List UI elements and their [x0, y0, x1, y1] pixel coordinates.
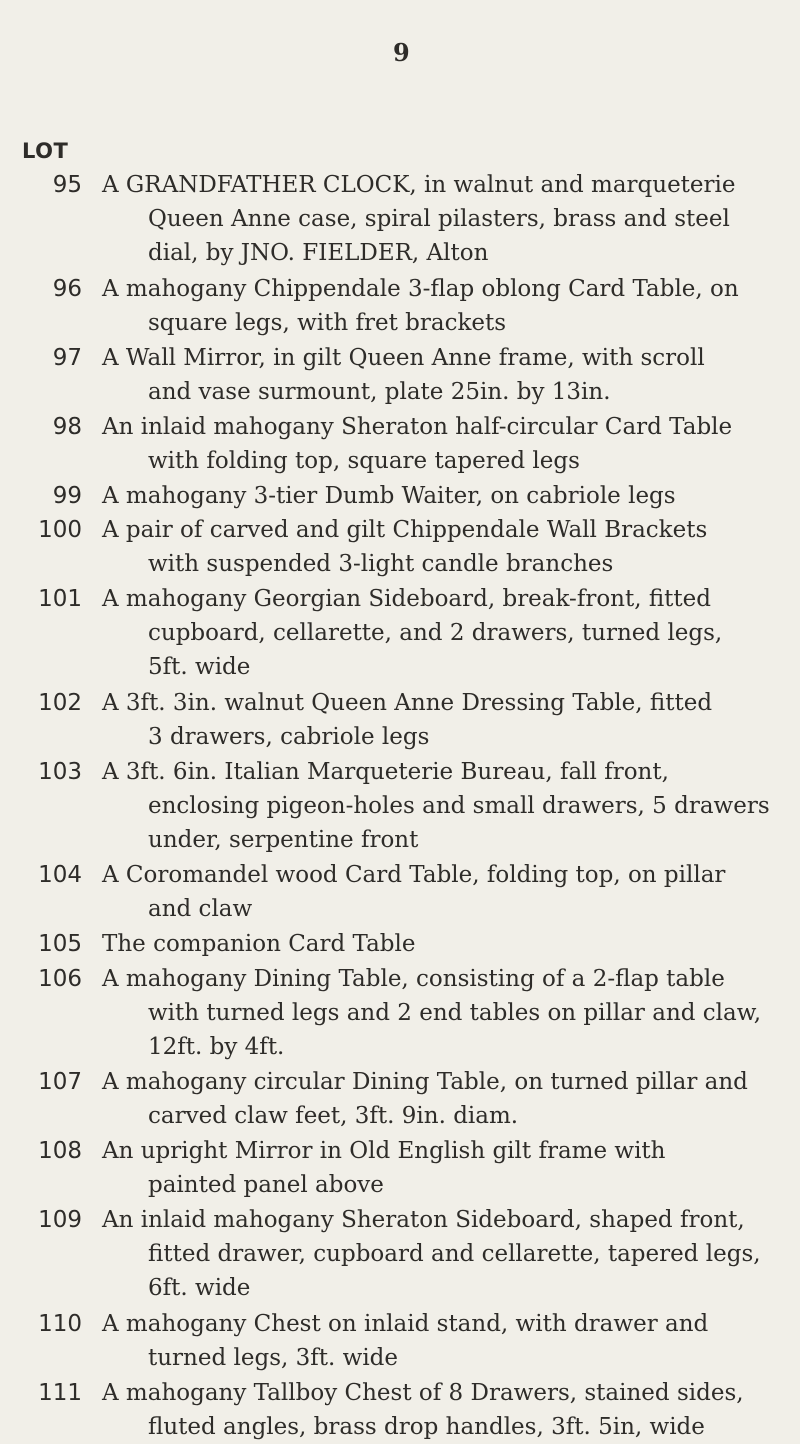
description-line: A mahogany 3-tier Dumb Waiter, on cabriole legs: [102, 482, 676, 509]
description-line: turned legs, 3ft. wide: [148, 1344, 399, 1371]
lot-description: [102, 1307, 768, 1375]
description-line: A mahogany Dining Table, consisting of a 2-flap table: [102, 965, 725, 992]
lot-number: 100: [38, 517, 82, 543]
lot-description: [102, 927, 768, 961]
lot-number: 104: [38, 862, 82, 888]
lot-description: [102, 858, 768, 926]
description-line: fitted drawer, cupboard and cellarette, tapered legs,: [148, 1241, 761, 1267]
description-line: with turned legs and 2 end tables on pillar and claw,: [148, 999, 762, 1026]
description-line: and vase surmount, plate 25in. by 13in.: [148, 378, 611, 405]
lot-description: [102, 755, 768, 857]
description-line: A GRANDFATHER CLOCK, in walnut and marqueterie: [102, 172, 736, 198]
lot-number: 95: [52, 172, 82, 198]
description-line: cupboard, cellarette, and 2 drawers, turned legs,: [148, 620, 723, 646]
description-line: with suspended 3-light candle branches: [148, 551, 614, 577]
lot-description: [102, 1065, 768, 1133]
description-line: A 3ft. 6in. Italian Marqueterie Bureau, fall front,: [102, 758, 669, 785]
lot-description: [102, 1203, 768, 1305]
lot-number: 105: [38, 931, 82, 957]
description-line: dial, by JNO. FIELDER, Alton: [148, 240, 489, 266]
lot-number: 96: [52, 275, 82, 302]
description-line: An inlaid mahogany Sheraton Sideboard, shaped front,: [102, 1207, 745, 1233]
lot-number: 106: [38, 965, 82, 992]
lot-number: 103: [38, 758, 82, 785]
description-line: 3 drawers, cabriole legs: [148, 723, 430, 750]
description-line: A mahogany Chippendale 3-flap oblong Card Table, on: [102, 275, 739, 302]
lot-description: [102, 1134, 768, 1202]
lot-number: 102: [38, 689, 82, 716]
description-line: with folding top, square tapered legs: [148, 447, 580, 474]
lot-description: [102, 582, 768, 684]
description-line: and claw: [148, 896, 253, 922]
description-line: A pair of carved and gilt Chippendale Wall Brackets: [102, 517, 708, 543]
lot-description: [102, 168, 768, 270]
lot-number: 109: [38, 1207, 82, 1233]
lot-number: 107: [38, 1069, 82, 1095]
lot-column-heading: LOT: [22, 139, 69, 163]
description-line: A mahogany circular Dining Table, on turned pillar and: [102, 1069, 748, 1095]
lot-description: [102, 1376, 768, 1444]
description-line: 5ft. wide: [148, 654, 251, 680]
lot-number: 99: [52, 482, 82, 509]
description-line: An inlaid mahogany Sheraton half-circular Card Table: [102, 413, 733, 440]
description-line: An upright Mirror in Old English gilt frame with: [102, 1138, 666, 1164]
page-number: 9: [393, 38, 410, 67]
lot-number: 110: [38, 1310, 82, 1337]
description-line: square legs, with fret brackets: [148, 309, 507, 336]
description-line: A Coromandel wood Card Table, folding top, on pillar: [102, 862, 726, 888]
lot-number: 108: [38, 1138, 82, 1164]
lot-number: 111: [38, 1379, 82, 1406]
description-line: fluted angles, brass drop handles, 3ft. 5in, wide: [148, 1413, 705, 1440]
lot-number: 101: [38, 586, 82, 612]
description-line: carved claw feet, 3ft. 9in. diam.: [148, 1103, 519, 1129]
lot-number: 98: [52, 413, 82, 440]
description-line: 12ft. by 4ft.: [148, 1033, 285, 1060]
description-line: 6ft. wide: [148, 1275, 251, 1301]
description-line: The companion Card Table: [102, 931, 416, 957]
description-line: A mahogany Tallboy Chest of 8 Drawers, stained sides,: [102, 1379, 744, 1406]
lot-description: [102, 962, 768, 1064]
lot-description: [102, 341, 768, 409]
description-line: A mahogany Georgian Sideboard, break-front, fitted: [102, 586, 712, 612]
description-line: Queen Anne case, spiral pilasters, brass and steel: [148, 206, 730, 232]
description-line: A mahogany Chest on inlaid stand, with drawer and: [102, 1310, 709, 1337]
lot-description: [102, 513, 768, 581]
lot-description: [102, 272, 768, 340]
lot-description: [102, 686, 768, 754]
description-line: A Wall Mirror, in gilt Queen Anne frame, with scroll: [102, 344, 705, 371]
lot-description: [102, 479, 768, 513]
lot-description: [102, 410, 768, 478]
description-line: A 3ft. 3in. walnut Queen Anne Dressing Table, fitted: [102, 689, 713, 716]
lot-number: 97: [52, 344, 82, 371]
description-line: enclosing pigeon-holes and small drawers, 5 drawers: [148, 792, 770, 819]
description-line: under, serpentine front: [148, 826, 419, 853]
description-line: painted panel above: [148, 1172, 384, 1198]
